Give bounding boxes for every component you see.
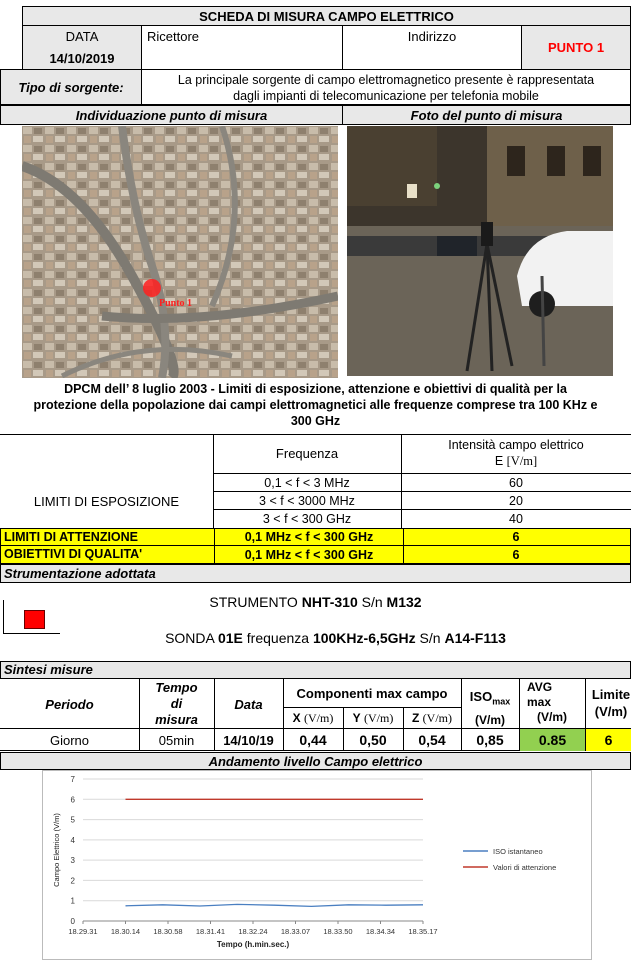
- summary-title: Sintesi misure: [0, 661, 631, 679]
- ricettore-cell: [141, 25, 343, 70]
- dpcm-heading: [0, 381, 631, 433]
- row-x: 0,44: [299, 732, 327, 748]
- photo-section-title: Foto del punto di misura: [342, 105, 631, 125]
- col-z-label: Z: [411, 711, 420, 725]
- row-y: 0,50: [359, 732, 387, 748]
- legend-label-1: ISO istantaneo: [493, 847, 543, 856]
- sonda-sn-label: S/n: [415, 630, 445, 646]
- exposure-row-1-value: 60: [509, 475, 523, 490]
- y-tick-label: 4: [70, 835, 75, 845]
- series-line-1: [126, 904, 424, 906]
- legend-label-2: Valori di attenzione: [493, 863, 557, 872]
- intensity-header-line-1: Intensità campo elettrico: [448, 438, 584, 452]
- y-tick-label: 0: [70, 917, 75, 926]
- attention-limits-row: [0, 528, 631, 546]
- col-y: [343, 708, 403, 728]
- exposure-row-1-freq: 0,1 < f < 3 MHz: [264, 475, 350, 490]
- col-tempo-line-2: di: [170, 696, 183, 711]
- col-x-label: X: [292, 711, 301, 725]
- strumento-line: [0, 594, 631, 614]
- x-tick-label: 18.32.24: [238, 927, 268, 936]
- x-axis-label: Tempo (h.min.sec.): [216, 940, 290, 949]
- row-limite: 6: [586, 729, 631, 751]
- col-avg-line-2: max: [527, 695, 552, 709]
- x-tick-label: 18.35.17: [408, 927, 438, 936]
- col-x: [283, 708, 343, 728]
- site-photo-image: [347, 126, 613, 376]
- quality-value: 6: [512, 547, 520, 562]
- sonda-freq: 100KHz-6,5GHz: [312, 630, 416, 646]
- x-tick-label: 18.29.31: [68, 927, 98, 936]
- strumento-sn-label: S/n: [357, 594, 387, 610]
- col-x-unit: (V/m): [304, 710, 334, 725]
- source-description: [141, 69, 631, 105]
- col-y-label: Y: [352, 711, 361, 725]
- dpcm-line-2: protezione della popolazione dai campi elettromagnetici alle frequenze comprese tra 100 KHz e: [33, 398, 598, 412]
- col-periodo: Periodo: [45, 696, 94, 712]
- col-limite-label: Limite: [591, 687, 631, 702]
- row-data: 14/10/19: [223, 732, 274, 748]
- y-tick-label: 5: [70, 815, 75, 825]
- row-periodo: Giorno: [49, 732, 90, 748]
- attention-freq: 0,1 MHz < f < 300 GHz: [214, 529, 404, 545]
- exposure-row-3-value: 40: [509, 512, 523, 526]
- col-avg: [519, 680, 585, 728]
- strumento-model: NHT-310: [301, 594, 358, 610]
- source-line-1: La principale sorgente di campo elettromagnetico presente è rappresentata: [177, 73, 595, 87]
- attention-value: 6: [512, 530, 520, 544]
- date-label: DATA: [65, 29, 99, 44]
- map-marker-icon: [143, 279, 161, 297]
- col-data: Data: [234, 696, 263, 712]
- date-cell: [22, 25, 142, 70]
- chart-frame: [42, 770, 592, 960]
- intensity-header-e: E: [494, 454, 507, 468]
- col-avg-unit: (V/m): [537, 710, 567, 724]
- aerial-map-drawing: [22, 126, 338, 378]
- y-tick-label: 2: [70, 876, 75, 886]
- exposure-row-2-freq: 3 < f < 3000 MHz: [259, 493, 355, 508]
- x-tick-label: 18.33.07: [280, 927, 311, 936]
- col-components: Componenti max campo: [296, 686, 448, 701]
- x-tick-label: 18.33.50: [323, 927, 353, 936]
- exposure-row-2-value: 20: [509, 493, 523, 508]
- y-tick-label: 7: [70, 775, 75, 784]
- col-tempo: [139, 680, 214, 728]
- x-tick-label: 18.30.58: [153, 927, 183, 936]
- x-tick-label: 18.30.14: [110, 927, 141, 936]
- row-z: 0,54: [418, 732, 446, 748]
- row-avg: 0.85: [520, 729, 585, 751]
- col-tempo-line-1: Tempo: [155, 680, 198, 695]
- x-tick-label: 18.31.41: [195, 927, 226, 936]
- col-tempo-line-3: misura: [155, 712, 198, 727]
- quality-freq: 0,1 MHz < f < 300 GHz: [214, 546, 404, 563]
- line-chart: [43, 771, 591, 959]
- col-iso-label: ISO: [469, 689, 493, 704]
- col-y-unit: (V/m): [364, 710, 394, 725]
- ricettore-label: Ricettore: [147, 29, 200, 44]
- col-limite-unit: (V/m): [594, 704, 628, 719]
- date-value: 14/10/2019: [49, 51, 115, 66]
- intensity-header-unit: [V/m]: [506, 454, 538, 468]
- col-limite: [585, 686, 631, 726]
- col-z: [403, 708, 461, 728]
- exposure-row-3-freq: 3 < f < 300 GHz: [262, 512, 352, 526]
- y-tick-label: 3: [70, 856, 75, 866]
- row-tempo: 05min: [158, 732, 195, 748]
- sonda-serial: A14-F113: [444, 630, 506, 646]
- col-iso: [461, 688, 519, 728]
- indirizzo-cell: [342, 25, 522, 70]
- sonda-model: 01E: [217, 630, 243, 646]
- col-avg-line-1: AVG: [527, 680, 553, 694]
- map-section-title: Individuazione punto di misura: [0, 105, 343, 125]
- col-z-unit: (V/m): [422, 710, 452, 725]
- y-tick-label: 6: [70, 795, 75, 805]
- site-photo-drawing: [347, 126, 613, 376]
- aerial-map-image: [22, 126, 338, 378]
- map-marker-label: Punto 1: [159, 298, 193, 309]
- row-iso: 0,85: [476, 732, 504, 748]
- frequency-header: Frequenza: [275, 445, 339, 461]
- quality-label: OBIETTIVI DI QUALITA': [4, 547, 143, 561]
- sonda-line: [40, 630, 631, 650]
- punto-cell: PUNTO 1: [521, 25, 631, 70]
- strumento-serial: M132: [386, 594, 422, 610]
- intensity-header: [401, 437, 631, 473]
- sonda-prefix: SONDA: [165, 630, 218, 646]
- chart-section-title: Andamento livello Campo elettrico: [0, 752, 631, 770]
- source-label: Tipo di sorgente:: [0, 69, 142, 105]
- exposure-limits-label: LIMITI DI ESPOSIZIONE: [33, 493, 180, 509]
- page-title: SCHEDA DI MISURA CAMPO ELETTRICO: [22, 6, 631, 26]
- y-tick-label: 1: [70, 896, 75, 906]
- col-iso-sub: max: [492, 696, 511, 707]
- attention-label: LIMITI DI ATTENZIONE: [4, 530, 139, 544]
- y-axis-label: Campo Elettrico (V/m): [52, 813, 61, 887]
- dpcm-line-1: DPCM dell’ 8 luglio 2003 - Limiti di esposizione, attenzione e obiettivi di qualità per la: [64, 382, 567, 396]
- indirizzo-label: Indirizzo: [407, 29, 457, 44]
- strumento-prefix: STRUMENTO: [209, 594, 302, 610]
- col-iso-unit: (V/m): [475, 712, 505, 727]
- instruments-title: Strumentazione adottata: [0, 564, 631, 583]
- source-line-2: dagli impianti di telecomunicazione per telefonia mobile: [233, 89, 539, 103]
- dpcm-line-3: 300 GHz: [290, 414, 341, 428]
- sonda-freq-label: frequenza: [242, 630, 313, 646]
- quality-objectives-row: [0, 545, 631, 564]
- x-tick-label: 18.34.34: [365, 927, 396, 936]
